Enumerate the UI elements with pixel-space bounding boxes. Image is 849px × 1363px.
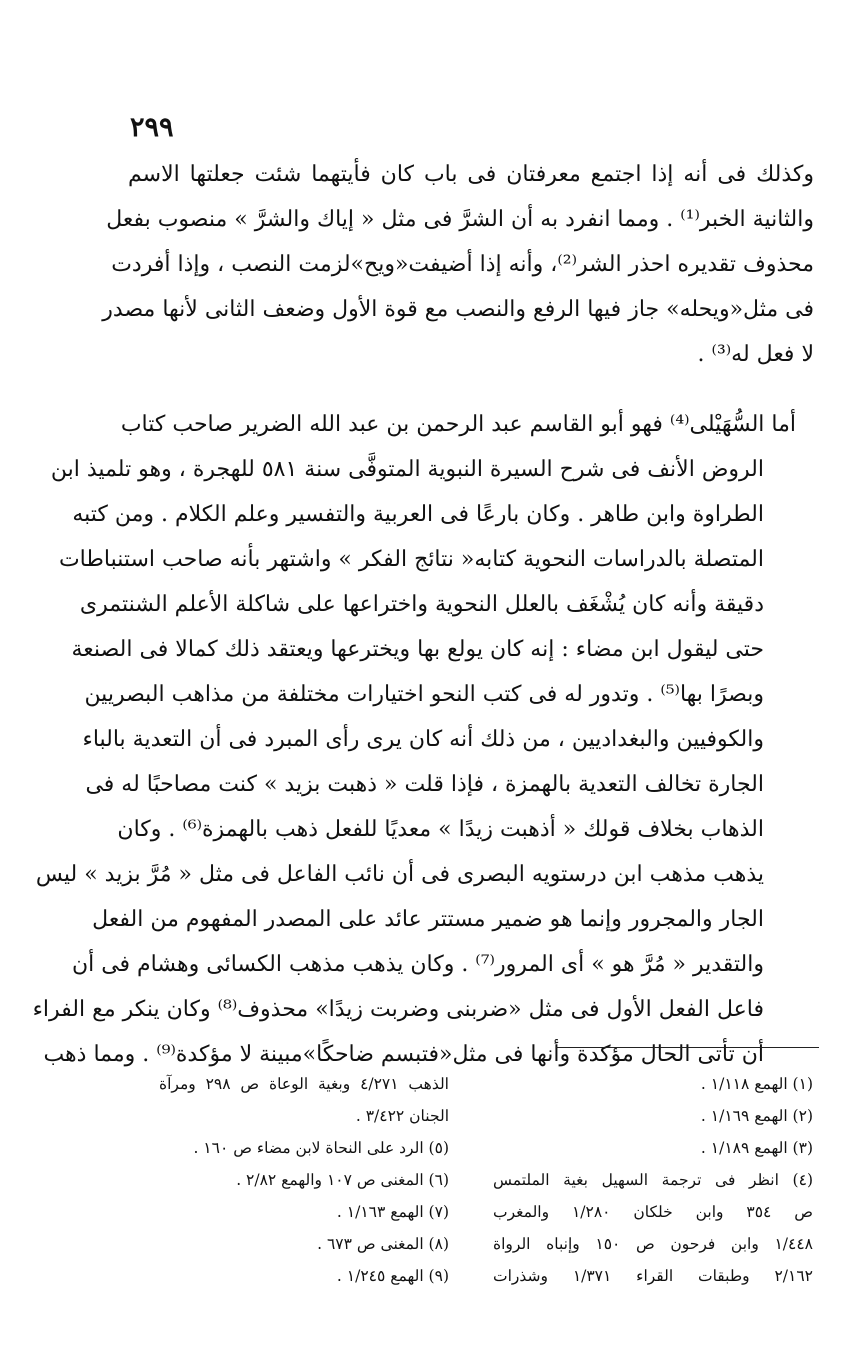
- footnote-line: (٧) الهمع ١/١٦٣ .: [336, 1203, 449, 1221]
- paragraph: [102, 152, 814, 377]
- footnote-line: ١/٤٤٨ وابن فرحون ص ١٥٠ وإنباه الرواة: [493, 1235, 813, 1253]
- text-line: حتى ليقول ابن مضاء : إنه كان يولع بها ويخترعها ويعتقد ذلك كمالا فى الصنعة: [71, 637, 764, 662]
- footnotes-left-column: [159, 1068, 449, 1292]
- text-line: الطراوة وابن طاهر . وكان بارعًا فى العربية والتفسير وعلم الكلام . ومن كتبه: [72, 502, 764, 527]
- footnote-divider: [556, 1047, 819, 1048]
- text-line: والتقدير « مُرَّ هو » أى المرور⁽⁷⁾ . وكان يذهب مذهب الكسائى وهشام فى أن: [71, 952, 764, 977]
- footnote-line: (٣) الهمع ١/١٨٩ .: [700, 1139, 813, 1157]
- footnote-line: (٤) انظر فى ترجمة السهيل بغية الملتمس: [493, 1171, 813, 1189]
- footnote-line: (٥) الرد على النحاة لابن مضاء ص ١٦٠ .: [193, 1139, 449, 1157]
- text-line: محذوف تقديره احذر الشر⁽²⁾، وأنه إذا أضيفت«ويح»لزمت النصب ، وإذا أفردت: [111, 252, 814, 277]
- text-line: الذهاب بخلاف قولك « أذهبت زيدًا » معديًا للفعل ذهب بالهمزة⁽⁶⁾ . وكان: [117, 817, 764, 842]
- paragraph: [32, 402, 814, 1077]
- footnote-line: (١) الهمع ١/١١٨ .: [700, 1075, 813, 1093]
- text-line: لا فعل له⁽³⁾ .: [697, 342, 814, 367]
- text-line: دقيقة وأنه كان يُشْغَف بالعلل النحوية واختراعها على شاكلة الأعلم الشنتمرى: [79, 592, 764, 617]
- text-line: فى مثل«ويحله» جاز فيها الرفع والنصب مع قوة الأول وضعف الثانى لأنها مصدر: [102, 297, 814, 322]
- footnote-line: (٩) الهمع ١/٢٤٥ .: [336, 1267, 449, 1285]
- text-line: الجارة تخالف التعدية بالهمزة ، فإذا قلت « ذهبت بزيد » كنت مصاحبًا له فى: [85, 772, 764, 797]
- footnote-line: (٨) المغنى ص ٦٧٣ .: [317, 1235, 449, 1253]
- footnote-line: (٦) المغنى ص ١٠٧ والهمع ٢/٨٢ .: [236, 1171, 449, 1189]
- main-text: [32, 152, 814, 1077]
- text-line: الجار والمجرور وإنما هو ضمير مستتر عائد على المصدر المفهوم من الفعل: [92, 907, 764, 932]
- text-line: والثانية الخبر⁽¹⁾ . ومما انفرد به أن الشرَّ فى مثل « إياك والشرَّ » منصوب بفعل: [106, 207, 814, 232]
- text-line: وبصرًا بها⁽⁵⁾ . وتدور له فى كتب النحو اختيارات مختلفة من مذاهب البصريين: [84, 682, 764, 707]
- footnote-line: ٢/١٦٢ وطبقات القراء ١/٣٧١ وشذرات: [493, 1267, 813, 1285]
- text-line: الروض الأنف فى شرح السيرة النبوية المتوفَّى سنة ٥٨١ للهجرة ، وهو تلميذ ابن: [50, 457, 764, 482]
- text-line: فاعل الفعل الأول فى مثل «ضربنى وضربت زيدًا» محذوف⁽⁸⁾ وكان ينكر مع الفراء: [32, 997, 764, 1022]
- footnote-line: الذهب ٤/٢٧١ وبغية الوعاة ص ٢٩٨ ومرآة: [159, 1075, 449, 1093]
- footnote-line: الجنان ٣/٤٢٢ .: [355, 1107, 449, 1125]
- text-line: المتصلة بالدراسات النحوية كتابه« نتائج الفكر » واشتهر بأنه صاحب استنباطات: [58, 547, 764, 572]
- text-line: والكوفيين والبغداديين ، من ذلك أنه كان يرى رأى المبرد فى أن التعدية بالباء: [82, 727, 764, 752]
- footnote-line: ص ٣٥٤ وابن خلكان ١/٢٨٠ والمغرب: [493, 1203, 813, 1221]
- text-line: أما السُّهَيْلى⁽⁴⁾ فهو أبو القاسم عبد الرحمن بن عبد الله الضرير صاحب كتاب: [120, 412, 796, 437]
- text-line: أن تأتى الحال مؤكدة وأنها فى مثل«فتبسم ضاحكًا»مبينة لا مؤكدة⁽⁹⁾ . ومما ذهب: [43, 1042, 764, 1067]
- text-line: وكذلك فى أنه إذا اجتمع معرفتان فى باب كان فأيتهما شئت جعلتها الاسم: [128, 162, 814, 187]
- text-line: يذهب مذهب ابن درستويه البصرى فى أن نائب الفاعل فى مثل « مُرَّ بزيد » ليس: [35, 862, 764, 887]
- page-number: ٢٩٩: [130, 112, 174, 143]
- footnote-line: (٢) الهمع ١/١٦٩ .: [700, 1107, 813, 1125]
- footnotes-right-column: [493, 1068, 813, 1292]
